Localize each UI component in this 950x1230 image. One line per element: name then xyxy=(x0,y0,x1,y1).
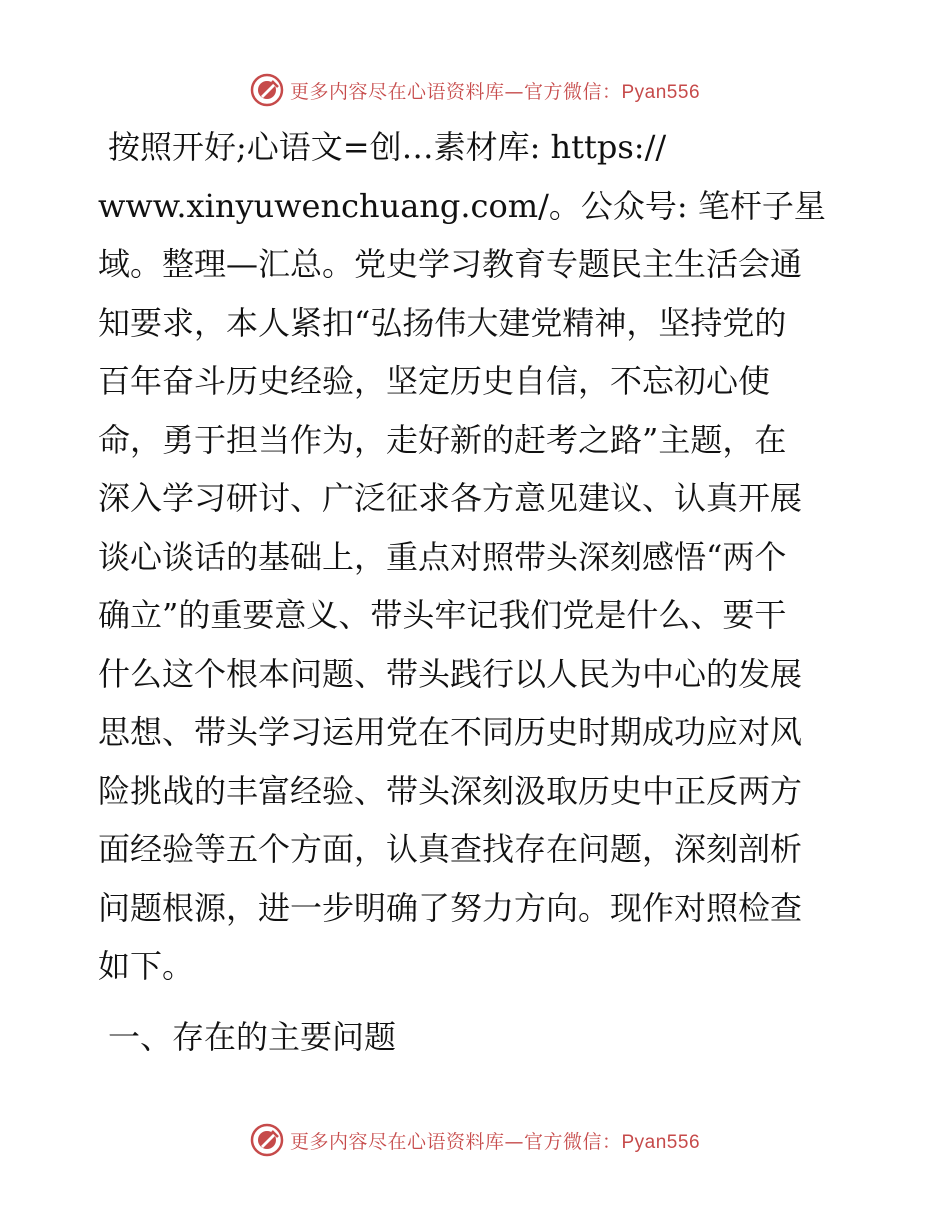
text-line: 知要求，本人紧扣“弘扬伟大建党精神，坚持党的 xyxy=(98,303,787,342)
text-line: 思想、带头学习运用党在不同历史时期成功应对风 xyxy=(98,713,803,751)
banner-text xyxy=(290,77,700,104)
banner-wechat-id: Pyan556 xyxy=(621,81,701,103)
banner-dash: — xyxy=(504,80,524,103)
text-line: 什么这个根本问题、带头践行以人民为中心的发展 xyxy=(98,654,803,693)
text-line: 确立”的重要意义、带头牢记我们党是什么、要干 xyxy=(98,596,787,634)
text-line: 域。整理—汇总。党史学习教育专题民主生活会通 xyxy=(98,245,803,283)
banner-wechat-id: Pyan556 xyxy=(621,1131,701,1153)
banner-lead-text: 更多内容尽在心语资料库 xyxy=(289,80,505,103)
text-line: 面经验等五个方面，认真查找存在问题，深刻剖析 xyxy=(98,830,803,868)
pen-logo-icon xyxy=(250,73,284,107)
banner-lead-text: 更多内容尽在心语资料库 xyxy=(289,1130,505,1153)
text-line: 问题根源，进一步明确了努力方向。现作对照检查 xyxy=(98,888,803,927)
header-banner xyxy=(0,70,950,110)
footer-banner xyxy=(0,1120,950,1160)
banner-wechat-label: 官方微信： xyxy=(523,80,622,103)
banner-dash: — xyxy=(504,1130,524,1153)
text-line: www.xinyuwenchuang.com/。公众号: 笔杆子星 xyxy=(98,186,826,225)
text-line: 按照开好;心语文=创…素材库: https:// xyxy=(108,128,667,166)
banner-text xyxy=(290,1127,700,1154)
text-line: 险挑战的丰富经验、带头深刻汲取历史中正反两方 xyxy=(98,771,803,810)
body-paragraph xyxy=(98,118,850,996)
text-line: 命，勇于担当作为，走好新的赶考之路”主题，在 xyxy=(98,420,787,459)
pen-logo-icon xyxy=(250,1123,284,1157)
text-line: 如下。 xyxy=(98,947,195,985)
text-line: 深入学习研讨、广泛征求各方意见建议、认真开展 xyxy=(98,479,803,517)
text-line: 谈心谈话的基础上，重点对照带头深刻感悟“两个 xyxy=(98,537,787,576)
banner-wechat-label: 官方微信： xyxy=(523,1130,622,1153)
document-body xyxy=(98,118,850,996)
section-heading: 一、存在的主要问题 xyxy=(108,1018,397,1056)
text-line: 百年奋斗历史经验，坚定历史自信，不忘初心使 xyxy=(98,362,771,400)
